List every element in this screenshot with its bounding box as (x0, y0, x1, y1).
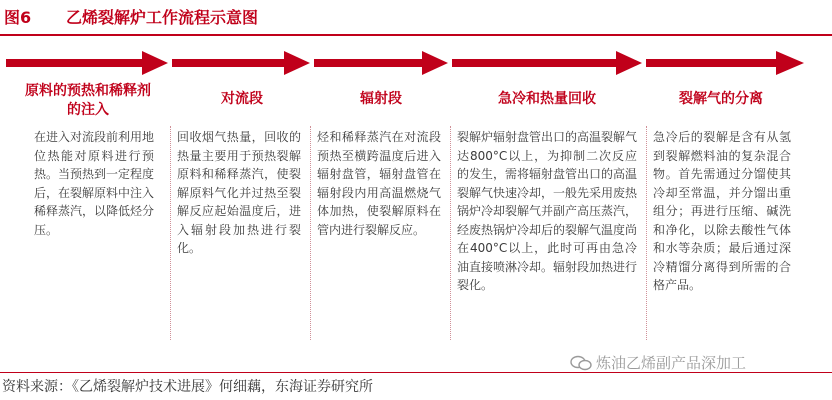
stage-title-quench: 急冷和热量回收 (498, 91, 596, 107)
stage-column-radiation (310, 126, 447, 340)
stage-title-radiation: 辐射段 (360, 91, 402, 107)
arrow-2 (172, 51, 310, 75)
stage-title-preheat: 原料的预热和稀释剂的注入 (25, 83, 151, 118)
figure-header (0, 0, 832, 36)
arrow-3 (314, 51, 448, 75)
source-note: 资料来源：《乙烯裂解炉技术进展》何细藕，东海证券研究所 (2, 379, 373, 395)
figure-title: 乙烯裂解炉工作流程示意图 (66, 8, 259, 27)
wechat-icon (570, 355, 592, 371)
stage-title-separation: 裂解气的分离 (679, 91, 763, 107)
stage-column-convection (170, 126, 307, 340)
stage-text-preheat: 在进入对流段前利用地位热能对原料进行预热。当预热到一定程度后，在裂解原料中注入稀释蒸汽，以降低烃分压。 (34, 130, 155, 237)
stage-text-separation: 急冷后的裂解是含有从氢到裂解燃料油的复杂混合物。首先需通过分馏使其冷却至常温，并分馏出重组分；再进行压缩、碱洗和净化，以除去酸性气体和水等杂质；最后通过深冷精馏分离得到所需的合格产品。 (653, 130, 791, 292)
watermark-text: 炼油乙烯副产品深加工 (596, 354, 747, 372)
stage-text-radiation: 烃和稀释蒸汽在对流段预热至横跨温度后进入辐射盘管，辐射盘管在辐射段内用高温燃烧气体加热，使裂解原料在管内进行裂解反应。 (317, 130, 441, 237)
stage-title-convection: 对流段 (221, 91, 263, 107)
watermark (570, 352, 746, 373)
stage-column-separation (646, 126, 797, 340)
stage-column-preheat (28, 126, 160, 340)
stage-text-convection: 回收烟气热量，回收的热量主要用于预热裂解原料和稀释蒸汽，使裂解原料气化并过热至裂解反应起始温度后，进入辐射段加热进行裂化。 (177, 130, 301, 255)
arrow-4 (452, 51, 642, 75)
arrow-5 (646, 51, 804, 75)
stage-text-quench: 裂解炉辐射盘管出口的高温裂解气达800°C以上，为抑制二次反应的发生，需将辐射盘管出口的高温裂解气快速冷却，一般先采用废热锅炉冷却裂解气并副产高压蒸汽，经废热锅炉冷却后的裂解气温度尚在400°C以上，此时可再由急冷油直接喷淋冷却。辐射段加热进行裂化。 (457, 130, 638, 292)
stage-column-quench (450, 126, 643, 340)
footer-divider (0, 372, 832, 373)
figure-label: 图6 (4, 8, 32, 27)
process-arrows (0, 48, 832, 78)
arrow-1 (6, 51, 168, 75)
